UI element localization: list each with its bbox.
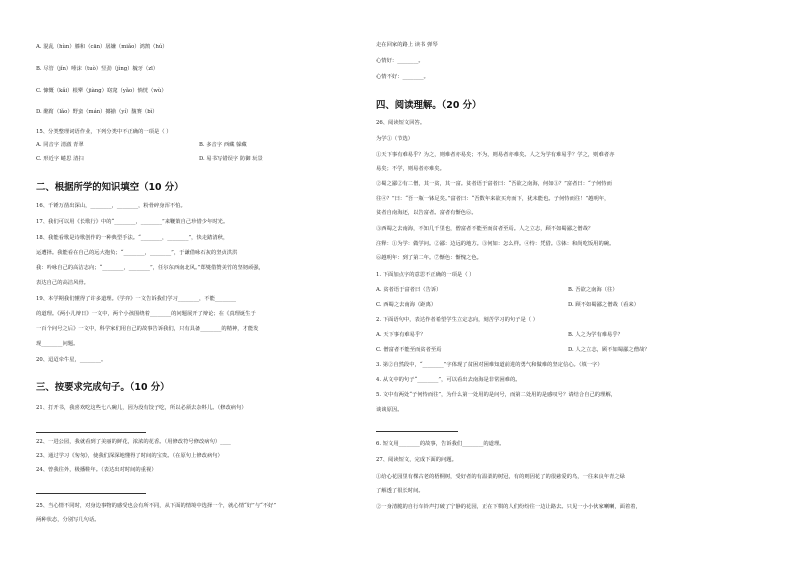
q19-line-4: 现________问题。 (36, 341, 79, 347)
q20-line: 20、迢迢牵牛星，________。 (36, 357, 107, 363)
q25-line-2: 两种状态，分别写几句话。 (36, 517, 100, 523)
q26-stem: 26、阅读短文回答。 (376, 120, 426, 126)
q26-1-option-c: C. 西蜀之去南海（距离） (376, 302, 437, 308)
q26-6-line: 6. 短文用________的故事，告诉我们________的道理。 (376, 441, 505, 447)
q15-option-a: A. 同音字 清澈 青翠 (36, 142, 84, 148)
passage-title: 为学①（节选） (376, 136, 414, 142)
q26-1-stem: 1. 下面加点字的意思不正确的一项是（ ） (376, 272, 475, 278)
q21-answer-line[interactable] (36, 432, 146, 433)
q17-line: 17、我们可以用《长歌行》中的“________，________”来鞭策自己珍惜少年时光。 (36, 219, 229, 225)
q26-2-option-a: A. 天下事有难易乎？ (376, 332, 426, 338)
q24-answer-line[interactable] (36, 493, 146, 494)
scene-options: 走在回家的路上 读书 弹琴 (376, 42, 438, 48)
q27-p2-line-1: ②一身清脆的自行车铃声打破了宁静的花园，正在下棋的人们纷纷往一边让路去。只见一小小伙家喇喇，面着着， (376, 504, 641, 510)
section-2-title: 二、根据所学的知识填空（10 分） (36, 182, 184, 193)
q16-line: 16、千锤万凿出深山，________，________，粉骨碎身浑不怕。 (36, 203, 186, 209)
q26-5-answer-line[interactable] (376, 431, 458, 432)
q26-5-line-2: 谈谈原因。 (376, 407, 403, 413)
q26-4-line: 4. 从文中的句子“________”，可以看出去南海是非常困难的。 (376, 377, 521, 383)
q24-line: 24、曾我往外，极播鞋年。（表达出对时间的重视） (36, 467, 157, 473)
q27-stem: 27、阅读短文，完成下面的问题。 (376, 457, 457, 463)
q26-2-option-c: C. 僧富者不能至而贫者至焉 (376, 347, 442, 353)
passage-p3-line-1: ③西蜀之去南海，不知几千里也，僧富者不能至而贫者至焉。人之立志，顾不如蜀鄙之僧哉？ (376, 226, 594, 232)
q26-1-option-a: A. 贫者语于富者曰（告诉） (376, 287, 442, 293)
q18-line-3: 我：吟咏自己的高洁志向；“________，________”，任尔东西南北风。”郑燮借赞美竹的坚韧顽强， (36, 265, 264, 271)
q18-line-1: 18、我能看歌是诗歌创作的一种典型手法。“________，________”，快走踏清秋， (36, 235, 229, 241)
q14-option-b: B. 尽管（jǐn）唾沫（tuò）竖劲（jìng）毓牙（zī） (36, 66, 159, 72)
q27-p1-line-2: 了解透了很长时间。 (376, 488, 424, 494)
passage-p2-line-2: 往④？”曰：“吾一瓶一钵足矣。”富者曰：“吾数年来欲买舟而下，犹未能也。子何恃而往！”越明年， (376, 196, 610, 202)
q19-line-3: 一百个问号之后》一文中，科学家们用自己的故事告诉我们，只有具备________的精神，才能发 (36, 326, 259, 332)
q26-1-option-b: B. 吾欲之南海（往） (568, 287, 618, 293)
q26-3-line: 3. 第②自然段中，“________”字体现了贫困对困难知道前进的勇气和做难的坚定信心。（填一字） (376, 362, 603, 368)
q21-line: 21、打开书，我喜欢吃这些七八碗儿，因为没有饺子吃，所以必须去杂料儿。（修改病句） (36, 405, 247, 411)
q18-line-4: 表达自己的高洁风骨。 (36, 280, 89, 286)
mood-good-line: 心情好：________。 (376, 58, 424, 64)
passage-p1-line-1: ①天下事有难易乎？为之，则难者亦易矣；不为，则易者亦难矣。人之为学有难易乎？学之，则难者亦 (376, 152, 615, 158)
mood-bad-line: 心情不好：________。 (376, 74, 429, 80)
q26-1-option-d: D. 顾不如蜀鄙之僧哉（看来） (568, 302, 639, 308)
passage-p1-line-2: 易矣；不学，则易者亦难矣。 (376, 166, 445, 172)
q14-option-a: A. 混乱（hùn）膝和（cān）孱嫌（miǎo）鸿鹄（hú） (36, 44, 168, 50)
q19-line-1: 19、本学期我们懂得了许多道理。《学弈》一文告诉我们学习________，不能________ (36, 296, 237, 302)
passage-p2-line-1: ②蜀之鄙②有二僧，其一贫，其一富。贫者语于富者曰：“吾欲之南海，何如③？”富者曰：“子何恃而 (376, 181, 612, 187)
q26-5-line-1: 5. 文中有两处“子何恃而往”，为什么第一处用的是问号，而第二处用的是感叹号？请结合自己的理解， (376, 392, 616, 398)
q26-2-option-d: D. 人之立志，顾不如蜀鄙之僧哉？ (568, 347, 650, 353)
q14-option-c: C. 慷慨（kǎi）根犟（jiàng）窈窕（yǎo）惝恍（wù） (36, 88, 167, 94)
q15-stem: 15、分类整理词语作业，下列分类中不正确的一项是（ ） (36, 129, 172, 135)
passage-note-2: ⑥越明年：到了第二年。⑦惭色：惭愧之色。 (376, 255, 482, 261)
passage-p2-line-3: 贫者自南海还，以告富者。富者有惭色⑥。 (376, 210, 477, 216)
section-3-title: 三、按要求完成句子。（10 分） (36, 382, 170, 393)
q26-2-stem: 2. 下面语句中，表达作者希望学生立定志向，刻苦学习的句子是（ ） (376, 317, 539, 323)
q27-p1-line-1: ①给心花园里有棵古老的梧桐树，受好者的有温柔的树冠，有的则因花了的很慈爱的鸟，一往来良年青之绿 (376, 474, 625, 480)
q14-option-d: D. 酩酊（lǎo）野蛮（mán）揶揄（yí）馥赛（bì） (36, 109, 158, 115)
q23-line: 23、通过学习《匆匆》，使我们深深地懂得了时间的宝贵。（在原句上修改病句） (36, 453, 223, 459)
q15-option-c: C. 形近字 蜷思 清扫 (36, 156, 84, 162)
q25-line-1: 25、当心情不同时，对身边事物的感受也会有所不同，从下面的情境中选择一个，就心情“好”与“不好” (36, 503, 277, 509)
q18-line-2: 运遭择。我能看在自己的远大抱负；“________，________”，于谦借咏石灰的坚贞洪洪 (36, 250, 238, 256)
q19-line-2: 的道理。《两小儿辩日》一文中，两个小孩围绕着________的问题展开了辩论；在《真理诞生于 (36, 311, 256, 317)
passage-note-1: 注释：①为学：做学问。②鄙：边远的地方。③何如：怎么样。④恃：凭借。⑤钵：和尚吃饭用的碗。 (376, 241, 615, 247)
q26-2-option-b: B. 人之为学有难易乎？ (568, 332, 623, 338)
q15-option-b: B. 多音字 西藏 躲藏 (199, 142, 247, 148)
q22-line: 22、一进公园，我就看到了美丽的鲜花，浓浓的花香。（用修改符号修改病句）____ (36, 439, 231, 445)
q15-option-d: D. 易书写错误字 防御 玩景 (199, 156, 263, 162)
section-4-title: 四、阅读理解。（20 分） (376, 100, 482, 111)
